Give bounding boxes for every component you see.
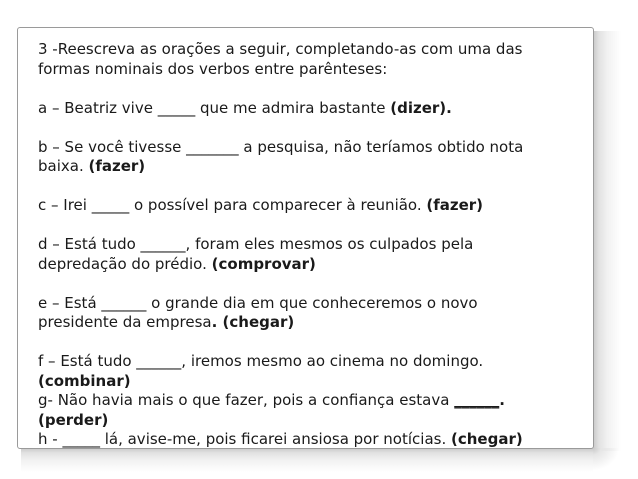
item-b-text: baixa. <box>38 157 89 175</box>
item-d-line-2 <box>38 255 588 275</box>
item-e-line-2 <box>38 313 588 333</box>
item-e-line-1: e – Está ______ o grande dia em que conheceremos o novo <box>38 293 478 312</box>
item-a-verb: (dizer). <box>390 98 452 117</box>
item-c <box>38 196 588 216</box>
item-h-verb: (chegar) <box>450 430 523 448</box>
item-b-verb: (fazer) <box>88 157 146 175</box>
item-g-end: . <box>499 391 505 409</box>
item-e-text: presidente da empresa <box>38 313 212 331</box>
item-c-text: c – Irei _____ o possível para comparecer à reunião. <box>38 196 427 214</box>
item-g-text: g- Não havia mais o que fazer, pois a confiança estava <box>38 391 455 409</box>
spacer <box>38 274 588 294</box>
exercise-text <box>38 40 588 450</box>
frame-shadow-corner <box>593 448 621 472</box>
spacer <box>38 333 588 353</box>
instruction-line-2: formas nominais dos verbos entre parênteses: <box>38 59 388 78</box>
item-e-verb: . (chegar) <box>211 313 295 331</box>
item-h-text: h - _____ lá, avise-me, pois ficarei ansiosa por notícias. <box>38 430 451 448</box>
item-f-line-1: f – Está tudo ______, iremos mesmo ao cinema no domingo. <box>38 352 484 370</box>
item-a <box>38 99 588 119</box>
item-b-line-1: b – Se você tivesse _______ a pesquisa, não teríamos obtido nota <box>38 137 524 156</box>
item-g-verb: (perder) <box>38 410 109 429</box>
item-h <box>38 430 588 450</box>
frame-shadow-right <box>593 31 621 451</box>
item-d-line-1: d – Está tudo ______, foram eles mesmos os culpados pela <box>38 235 474 253</box>
item-a-text: a – Beatriz vive _____ que me admira bastante <box>38 98 391 117</box>
item-d-verb: (comprovar) <box>211 254 316 273</box>
item-c-verb: (fazer) <box>426 196 484 214</box>
spacer <box>38 177 588 197</box>
item-b-line-2 <box>38 157 588 177</box>
spacer <box>38 118 588 138</box>
frame-shadow-bottom <box>21 448 593 472</box>
item-g-line-1 <box>38 391 588 411</box>
item-f-verb: (combinar) <box>38 371 131 390</box>
spacer <box>38 216 588 236</box>
instruction-line-1: 3 -Reescreva as orações a seguir, completando-as com uma das <box>38 40 523 58</box>
spacer <box>38 79 588 99</box>
item-d-text: depredação do prédio. <box>38 254 212 273</box>
item-g-blank: ______ <box>454 391 500 409</box>
